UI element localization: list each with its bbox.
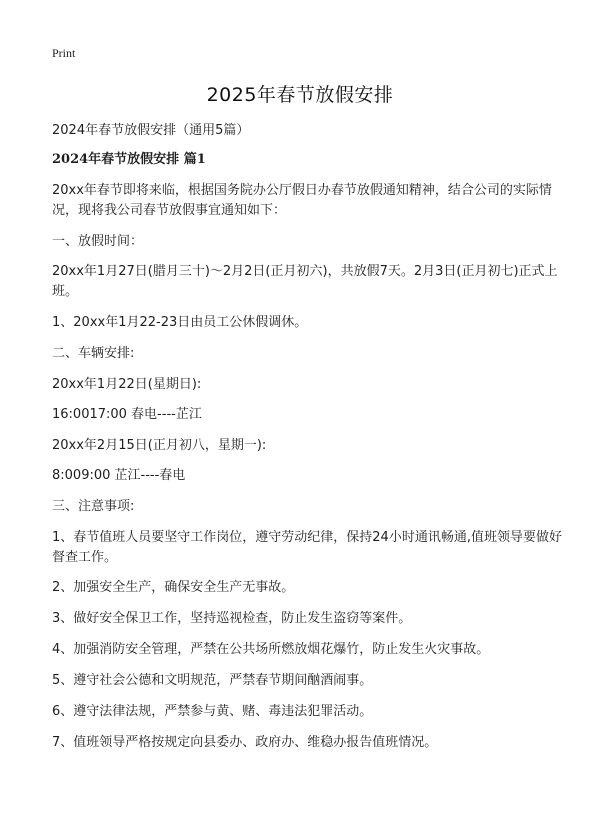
note-item: 2、加强安全生产，确保安全生产无事故。 <box>52 580 295 595</box>
staff-leave-item: 1、20xx年1月22-23日由员工公休假调休。 <box>52 315 308 330</box>
document-subtitle: 2024年春节放假安排（通用5篇） <box>52 123 250 138</box>
heading-vehicle-arrangement: 二、车辆安排: <box>52 346 135 361</box>
section-heading: 2024年春节放假安排 篇1 <box>52 152 206 167</box>
note-item: 1、春节值班人员要坚守工作岗位，遵守劳动纪律，保持24小时通讯畅通,值班领导要做好督查工作。 <box>52 530 562 565</box>
bus-route-1: 16:0017:00 春电----芷江 <box>52 407 202 422</box>
holiday-period-paragraph: 20xx年1月27日(腊月三十)～2月2日(正月初六)，共放假7天。2月3日(正月初七)正式上班。 <box>52 264 558 299</box>
bus-date-1: 20xx年1月22日(星期日): <box>52 377 202 392</box>
note-item: 7、值班领导严格按规定向县委办、政府办、维稳办报告值班情况。 <box>52 735 438 750</box>
bus-date-2: 20xx年2月15日(正月初八，星期一): <box>52 438 267 453</box>
document-title: 2025年春节放假安排 <box>206 84 394 106</box>
print-label: Print <box>52 46 76 60</box>
bus-route-2: 8:009:00 芷江----春电 <box>52 468 186 483</box>
intro-paragraph: 20xx年春节即将来临，根据国务院办公厅假日办春节放假通知精神，结合公司的实际情况，现将我公司春节放假事宜通知如下： <box>52 183 552 218</box>
note-item: 5、遵守社会公德和文明规范，严禁春节期间酗酒闹事。 <box>52 673 373 688</box>
note-item: 6、遵守法律法规，严禁参与黄、赌、毒违法犯罪活动。 <box>52 704 373 719</box>
heading-holiday-time: 一、放假时间： <box>52 234 144 249</box>
heading-notes: 三、注意事项: <box>52 499 135 514</box>
note-item: 3、做好安全保卫工作，坚持巡视检查，防止发生盗窃等案件。 <box>52 611 412 626</box>
note-item: 4、加强消防安全管理，严禁在公共场所燃放烟花爆竹，防止发生火灾事故。 <box>52 642 490 657</box>
